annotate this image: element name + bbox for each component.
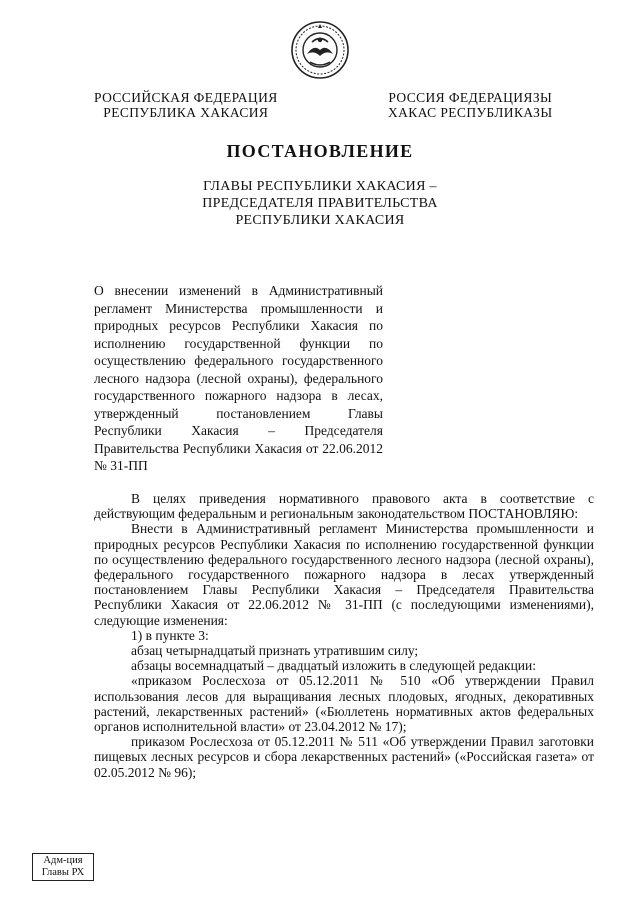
body-paragraph: приказом Рослесхоза от 05.12.2011 № 511 «Об утверждении Правил заготовки пищевых лесных ресурсов и сбора лекарственных растений» («Российская газета» от 02.05.2012 № 96); bbox=[94, 734, 594, 780]
header-right-line: РОССИЯ ФЕДЕРАЦИЯЗЫ bbox=[388, 90, 553, 105]
document-title: ПОСТАНОВЛЕНИЕ bbox=[226, 141, 414, 161]
document-subtitle bbox=[0, 178, 640, 229]
header-right-line: ХАКАС РЕСПУБЛИКАЗЫ bbox=[388, 105, 553, 120]
header-right bbox=[388, 90, 553, 120]
body-paragraph: Внести в Административный регламент Министерства промышленности и природных ресурсов Республики Хакасия по исполнению государственной функции по осуществлению федерального государственного лесного надзора (лесной охраны), федерального государственного пожарного надзора в лесах утвержденный постановлением Главы Республики Хакасия – Председателя Правительства Республики Хакасия от 22.06.2012 № 31-ПП (с последующими изменениями), следующие изменения: bbox=[94, 521, 594, 628]
subtitle-line: ГЛАВЫ РЕСПУБЛИКИ ХАКАСИЯ – bbox=[203, 179, 437, 194]
office-stamp bbox=[32, 853, 94, 881]
body-paragraph: абзац четырнадцатый признать утратившим силу; bbox=[131, 643, 419, 659]
body-paragraph: «приказом Рослесхоза от 05.12.2011 № 510 «Об утверждении Правил использования лесов для выращивания лесных плодовых, ягодных, декоративных растений, лекарственных растений» («Бюллетень нормативных актов федеральных органов исполнительной власти» от 23.04.2012 № 17); bbox=[94, 673, 594, 735]
header-left-line: РЕСПУБЛИКА ХАКАСИЯ bbox=[103, 105, 269, 120]
header-left-line: РОССИЙСКАЯ ФЕДЕРАЦИЯ bbox=[94, 90, 278, 105]
subtitle-line: ПРЕДСЕДАТЕЛЯ ПРАВИТЕЛЬСТВА bbox=[202, 196, 438, 211]
body-paragraph: В целях приведения нормативного правового акта в соответствие с действующим федеральным и региональным законодательством ПОСТАНОВЛЯЮ: bbox=[94, 491, 594, 522]
document-subject: О внесении изменений в Административный регламент Министерства промышленности и природных ресурсов Республики Хакасия по исполнению государственной функции по осуществлению федерального государственного лесного надзора (лесной охраны), федерального государственного пожарного надзора в лесах, утвержденный постановлением Главы Республики Хакасия – Председателя Правительства Республики Хакасия от 22.06.2012 № 31-ПП bbox=[94, 283, 383, 473]
document-body bbox=[94, 491, 594, 780]
coat-of-arms-icon bbox=[290, 20, 350, 80]
header-left bbox=[94, 90, 278, 120]
body-paragraph: 1) в пункте 3: bbox=[131, 627, 209, 643]
stamp-line: Главы РХ bbox=[41, 867, 85, 878]
body-paragraph: абзацы восемнадцатый – двадцатый изложить в следующей редакции: bbox=[131, 658, 537, 674]
subtitle-line: РЕСПУБЛИКИ ХАКАСИЯ bbox=[235, 213, 405, 228]
stamp-line: Адм-ция bbox=[43, 855, 83, 866]
